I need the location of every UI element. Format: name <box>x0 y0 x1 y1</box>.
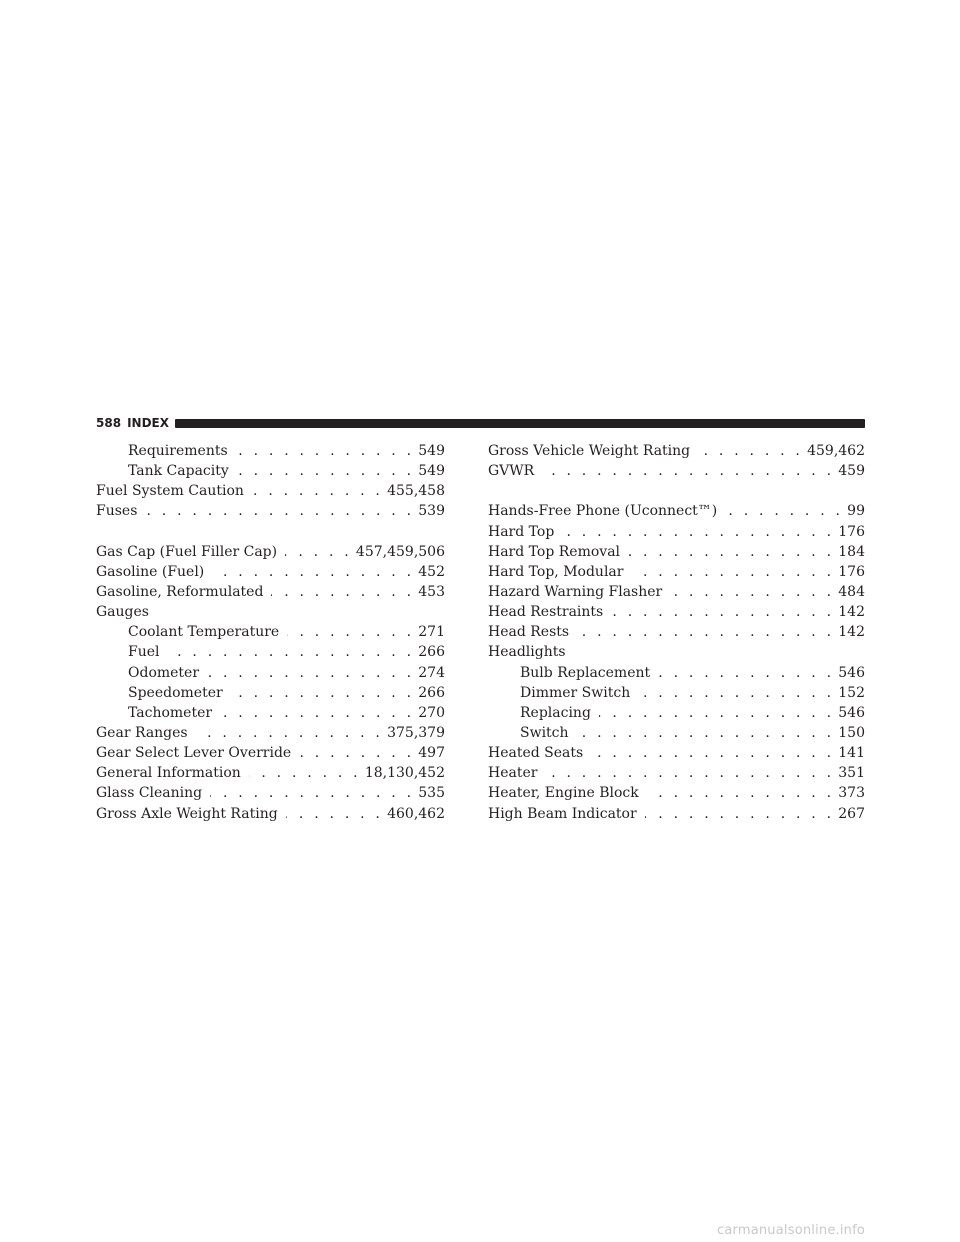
dot-leader <box>631 562 834 582</box>
index-term: Gross Axle Weight Rating <box>96 805 278 822</box>
header-rule <box>175 419 865 428</box>
index-entry <box>488 743 865 763</box>
index-term: Coolant Temperature <box>128 624 280 641</box>
dot-leader <box>638 683 834 703</box>
index-term: Gross Vehicle Weight Rating <box>488 443 691 459</box>
index-term: General Information <box>96 765 241 782</box>
dot-leader <box>698 441 803 461</box>
dot-leader <box>236 441 415 461</box>
index-term: Head Rests <box>488 624 570 641</box>
dot-leader <box>647 783 835 803</box>
index-term: Gauges <box>96 604 149 621</box>
index-pages: 270 <box>418 704 445 721</box>
dot-leader <box>287 622 414 642</box>
index-pages: 373 <box>838 785 865 802</box>
index-pages: 184 <box>838 543 865 560</box>
index-subentry <box>488 663 865 683</box>
index-pages: 539 <box>418 503 445 520</box>
index-subentry <box>488 723 865 743</box>
dot-leader <box>658 663 834 683</box>
index-term: Glass Cleaning <box>96 785 203 802</box>
index-entry <box>488 562 865 582</box>
index-pages: 150 <box>838 724 865 741</box>
index-entry <box>488 804 865 824</box>
index-gap <box>96 522 445 542</box>
index-term: Gasoline, Reformulated <box>96 583 264 600</box>
index-term: Fuel System Caution <box>96 483 244 500</box>
index-pages: 546 <box>838 664 865 681</box>
index-subentry <box>96 663 445 683</box>
index-pages: 375,379 <box>387 724 445 741</box>
index-pages: 549 <box>418 443 445 459</box>
index-term: Gasoline (Fuel) <box>96 563 205 580</box>
index-pages: 176 <box>838 523 865 540</box>
index-pages: 453 <box>418 583 445 600</box>
dot-leader <box>285 542 352 562</box>
index-entry <box>488 461 865 481</box>
index-entry <box>96 582 445 602</box>
index-pages: 99 <box>847 503 865 520</box>
index-entry <box>96 723 445 743</box>
index-pages: 267 <box>838 805 865 822</box>
index-term: Switch <box>520 724 569 741</box>
dot-leader <box>237 461 414 481</box>
index-pages: 535 <box>418 785 445 802</box>
dot-leader <box>252 481 383 501</box>
dot-leader <box>545 763 834 783</box>
index-term: Tachometer <box>128 704 213 721</box>
index-entry <box>488 522 865 542</box>
dot-leader <box>271 582 414 602</box>
index-entry <box>96 763 445 783</box>
dot-leader <box>196 723 383 743</box>
index-pages: 455,458 <box>387 483 445 500</box>
index-term: Heater <box>488 765 538 782</box>
index-term: Odometer <box>128 664 200 681</box>
index-entry <box>96 562 445 582</box>
watermark: carmanualsonline.info <box>717 1223 866 1238</box>
index-term: Fuses <box>96 503 138 520</box>
index-entry <box>488 622 865 642</box>
dot-leader <box>542 461 834 481</box>
index-entry <box>96 804 445 824</box>
index-subentry <box>488 703 865 723</box>
dot-leader <box>562 522 834 542</box>
dot-leader <box>577 622 834 642</box>
index-entry <box>488 602 865 622</box>
index-term: Requirements <box>128 443 228 459</box>
dot-leader <box>577 723 835 743</box>
index-subentry <box>488 683 865 703</box>
dot-leader <box>249 763 361 783</box>
index-subentry <box>96 642 445 662</box>
index-pages: 457,459,506 <box>355 543 445 560</box>
dot-leader <box>670 582 834 602</box>
index-term: Bulb Replacement <box>520 664 651 681</box>
dot-leader <box>145 501 414 521</box>
index-entry <box>96 501 445 521</box>
index-entry <box>488 542 865 562</box>
index-pages: 176 <box>838 563 865 580</box>
index-subentry <box>96 622 445 642</box>
index-entry <box>96 481 445 501</box>
index-pages: 546 <box>838 704 865 721</box>
index-term: Tank Capacity <box>128 463 229 480</box>
index-column-right <box>488 441 865 824</box>
index-term: Gas Cap (Fuel Filler Cap) <box>96 543 278 560</box>
index-pages: 142 <box>838 624 865 641</box>
index-pages: 274 <box>418 664 445 681</box>
page-header <box>96 415 865 431</box>
index-term: Hands-Free Phone (Uconnect™) <box>488 503 718 520</box>
section-title: INDEX <box>127 416 169 430</box>
index-column-left <box>96 441 445 824</box>
index-entry <box>488 763 865 783</box>
dot-leader <box>299 743 414 763</box>
index-term: Headlights <box>488 644 566 661</box>
index-pages: 142 <box>838 604 865 621</box>
dot-leader <box>286 804 383 824</box>
index-pages: 351 <box>838 765 865 782</box>
index-entry <box>488 783 865 803</box>
index-term: Heated Seats <box>488 745 584 762</box>
dot-leader <box>220 703 414 723</box>
dot-leader <box>628 542 834 562</box>
dot-leader <box>611 602 834 622</box>
index-term: Gear Ranges <box>96 724 188 741</box>
index-term: GVWR <box>488 463 535 480</box>
index-term: Head Restraints <box>488 604 604 621</box>
index-entry <box>96 743 445 763</box>
index-subentry <box>96 441 445 461</box>
dot-leader <box>168 642 415 662</box>
index-term: Fuel <box>128 644 160 661</box>
dot-leader <box>591 743 834 763</box>
index-term: Hard Top, Modular <box>488 563 624 580</box>
index-term: Speedometer <box>128 684 223 701</box>
index-gap <box>488 481 865 501</box>
dot-leader <box>599 703 834 723</box>
index-pages: 459 <box>838 463 865 480</box>
index-term: Heater, Engine Block <box>488 785 639 802</box>
index-term: Dimmer Switch <box>520 684 631 701</box>
index-subentry <box>96 683 445 703</box>
index-pages: 266 <box>418 644 445 661</box>
index-entry <box>488 441 865 461</box>
index-entry <box>96 542 445 562</box>
index-entry <box>488 501 865 521</box>
index-entry <box>488 642 865 662</box>
index-term: High Beam Indicator <box>488 805 637 822</box>
index-entry <box>96 602 445 622</box>
index-term: Hard Top <box>488 523 555 540</box>
index-pages: 459,462 <box>807 443 865 459</box>
index-pages: 549 <box>418 463 445 480</box>
index-pages: 460,462 <box>387 805 445 822</box>
index-term: Replacing <box>520 704 591 721</box>
index-pages: 452 <box>418 563 445 580</box>
index-subentry <box>96 461 445 481</box>
index-pages: 484 <box>838 583 865 600</box>
dot-leader <box>212 562 414 582</box>
index-pages: 141 <box>838 745 865 762</box>
page-number: 588 <box>96 416 122 430</box>
index-entry <box>488 582 865 602</box>
index-pages: 271 <box>418 624 445 641</box>
index-pages: 497 <box>418 745 445 762</box>
index-pages: 152 <box>838 684 865 701</box>
index-entry <box>96 783 445 803</box>
dot-leader <box>645 804 835 824</box>
index-subentry <box>96 703 445 723</box>
index-term: Gear Select Lever Override <box>96 745 292 762</box>
dot-leader <box>725 501 843 521</box>
dot-leader <box>231 683 415 703</box>
index-pages: 266 <box>418 684 445 701</box>
dot-leader <box>210 783 414 803</box>
index-term: Hard Top Removal <box>488 543 621 560</box>
dot-leader <box>207 663 414 683</box>
index-pages: 18,130,452 <box>364 765 445 782</box>
index-term: Hazard Warning Flasher <box>488 583 663 600</box>
